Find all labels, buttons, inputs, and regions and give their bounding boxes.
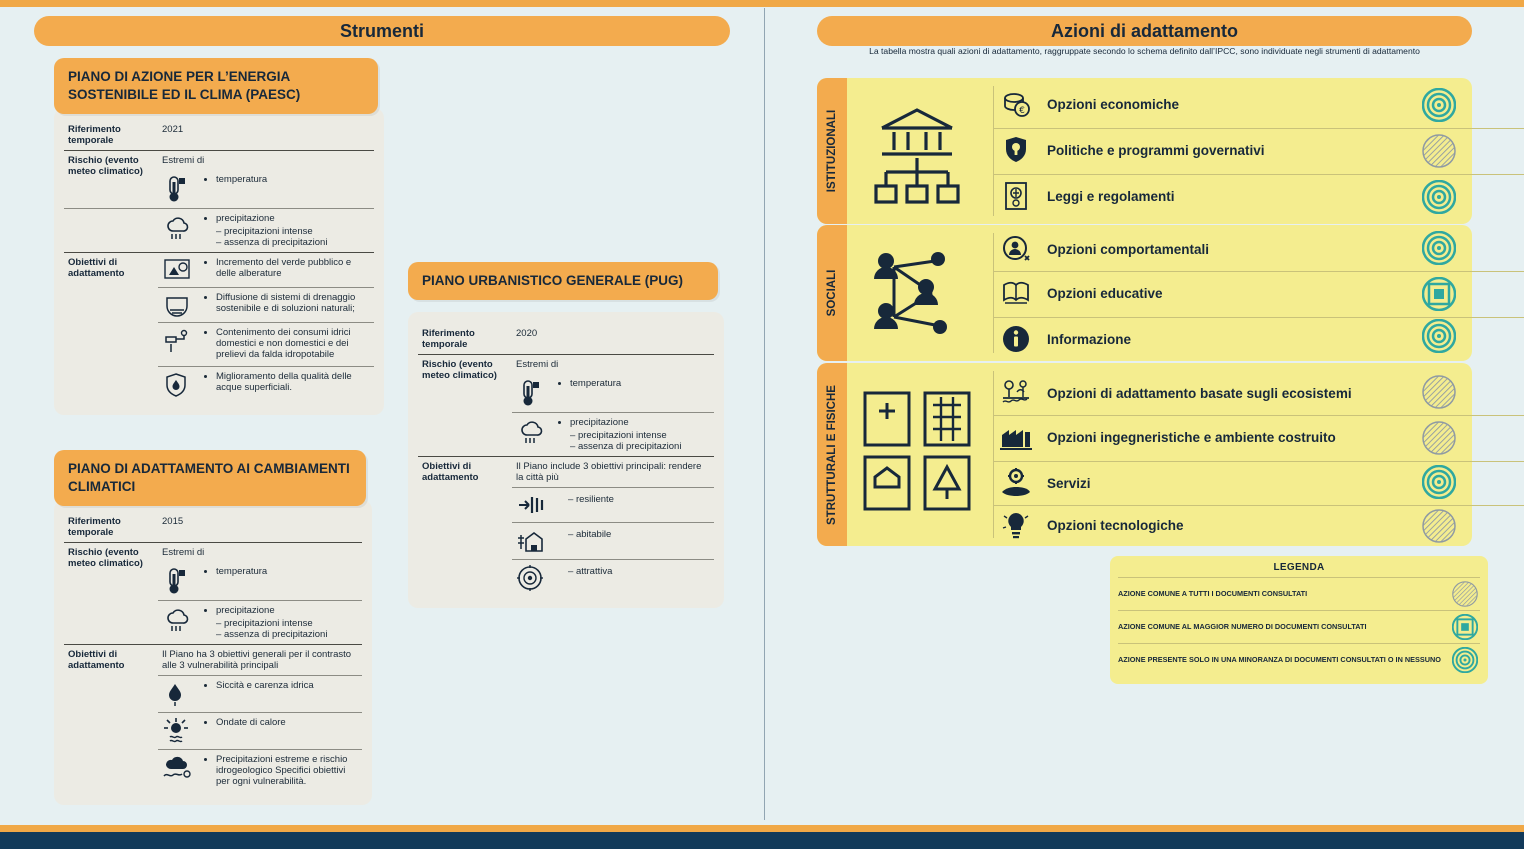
badge-hatch-icon <box>1422 509 1456 543</box>
legend-item-label: AZIONE COMUNE AL MAGGIOR NUMERO DI DOCUMENTI CONSULTATI <box>1118 622 1367 631</box>
label-obiettivi: Obiettivi di adattamento <box>422 461 479 483</box>
legend-item-0 <box>1118 577 1480 610</box>
attractive-target-icon <box>512 560 554 597</box>
label-obiettivi: Obiettivi di adattamento <box>68 649 125 671</box>
rischio-item-1: • precipitazione – precipitazioni intense – assenza di precipitazioni <box>200 601 362 645</box>
group-istituzionali <box>817 78 1472 224</box>
services-hand-icon <box>993 468 1039 498</box>
action-label: Informazione <box>1047 331 1132 347</box>
strumenti-section-title: Strumenti <box>34 16 730 46</box>
badge-rings-icon <box>1422 88 1456 122</box>
badge-hatch-icon <box>1422 134 1456 168</box>
legend-item-label: AZIONE PRESENTE SOLO IN UNA MINORANZA DI DOCUMENTI CONSULTATI O IN NESSUNO <box>1118 655 1441 664</box>
group-istituzionali-side <box>817 78 847 224</box>
livable-house-icon <box>512 523 554 560</box>
group-strutturali-fisiche <box>817 363 1472 546</box>
social-network-icon <box>857 239 977 347</box>
card-pug-title: PIANO URBANISTICO GENERALE (PUG) <box>408 262 718 300</box>
action-label: Opzioni educative <box>1047 285 1163 301</box>
drainage-icon <box>158 288 200 323</box>
park-tree-icon <box>158 253 200 288</box>
label-rischio: Rischio (evento meteo climatico) <box>68 547 143 569</box>
label-obiettivi: Obiettivi di adattamento <box>68 257 125 279</box>
obiettivo-0: • Incremento del verde pubblico e delle alberature <box>200 253 374 288</box>
faucet-icon <box>158 323 200 367</box>
label-riferimento: Riferimento temporale <box>68 516 121 538</box>
obiettivo-1: – abitabile <box>554 523 714 560</box>
information-icon <box>993 324 1039 354</box>
rischio-item-1: • precipitazione – precipitazioni intense – assenza di precipitazioni <box>554 413 714 457</box>
legend-panel <box>1110 556 1488 684</box>
card-piano-adattamento-body <box>54 500 372 805</box>
card-piano-adattamento <box>54 450 372 805</box>
bottom-accent-bar <box>0 825 1524 832</box>
badge-rings-icon <box>1422 465 1456 499</box>
card-paesc-table <box>64 120 374 403</box>
header-rischio: Estremi di <box>158 543 362 563</box>
behaviour-person-icon <box>993 234 1039 264</box>
action-label: Opzioni economiche <box>1047 96 1180 112</box>
ecosystem-icon <box>993 378 1039 408</box>
badge-hatch-icon <box>1422 421 1456 455</box>
action-label: Servizi <box>1047 475 1091 491</box>
action-label: Opzioni comportamentali <box>1047 241 1210 257</box>
institution-hierarchy-icon <box>857 96 977 208</box>
azioni-section-title: Azioni di adattamento <box>817 16 1472 46</box>
rain-cloud-icon <box>158 601 200 645</box>
badge-square-rings-icon <box>1422 277 1456 311</box>
obiettivo-2: – attrattiva <box>554 560 714 597</box>
value-riferimento: 2020 <box>516 328 538 339</box>
education-book-icon <box>993 279 1039 307</box>
action-label: Opzioni tecnologiche <box>1047 517 1184 533</box>
svg-text:€: € <box>1019 106 1025 116</box>
header-rischio: Estremi di <box>158 151 374 171</box>
engineering-icon <box>993 423 1039 451</box>
hatch-icon <box>1450 581 1480 607</box>
card-paesc <box>54 58 384 415</box>
action-label: Opzioni di adattamento basate sugli ecosistemi <box>1047 385 1352 401</box>
legend-item-label: AZIONE COMUNE A TUTTI I DOCUMENTI CONSULTATI <box>1118 589 1308 598</box>
card-pug-table <box>418 324 714 596</box>
water-shield-icon <box>158 367 200 404</box>
badge-rings-icon <box>1422 319 1456 353</box>
obiettivo-0: – resiliente <box>554 488 714 523</box>
action-label: Opzioni ingegneristiche e ambiente costruito <box>1047 429 1336 445</box>
value-riferimento: 2015 <box>162 516 184 527</box>
card-paesc-body <box>54 108 384 415</box>
badge-hatch-icon <box>1422 375 1456 409</box>
label-riferimento: Riferimento temporale <box>422 328 475 350</box>
card-pug-body <box>408 312 724 608</box>
shield-policy-icon <box>993 135 1039 165</box>
rings-icon <box>1450 647 1480 673</box>
legend-item-2 <box>1118 643 1480 676</box>
label-rischio: Rischio (evento meteo climatico) <box>422 359 497 381</box>
resilience-arrow-icon <box>512 488 554 523</box>
card-piano-adattamento-table <box>64 512 362 793</box>
rischio-item-1: • precipitazione – precipitazioni intense – assenza di precipitazioni <box>200 209 374 253</box>
buildings-grid-icon <box>857 387 977 517</box>
group-sociali-label: SOCIALI <box>826 269 838 317</box>
obiettivo-0: • Siccità e carenza idrica <box>200 676 362 713</box>
obiettivo-1: • Diffusione di sistemi di drenaggio sostenibile e di soluzioni naturali; <box>200 288 374 323</box>
obiettivo-2: • Precipitazioni estreme e rischio idrogeologico Specifici obiettivi per ogni vulnerabilità. <box>200 750 362 794</box>
label-riferimento: Riferimento temporale <box>68 124 121 146</box>
square-rings-icon <box>1450 614 1480 640</box>
azioni-section-subtitle: La tabella mostra quali azioni di adattamento, raggruppate secondo lo schema definito dall’IPCC, sono individuate negli strumenti di adattamento <box>869 46 1420 56</box>
top-accent-bar <box>0 0 1524 7</box>
rischio-item-0: • temperatura <box>200 562 362 601</box>
rain-cloud-icon <box>158 209 200 253</box>
obiettivi-intro: Il Piano include 3 obiettivi principali: rendere la città più <box>512 457 714 488</box>
law-document-icon <box>993 181 1039 211</box>
badge-rings-icon <box>1422 231 1456 265</box>
thermometer-icon <box>158 562 200 601</box>
legend-item-1 <box>1118 610 1480 643</box>
group-sociali <box>817 225 1472 361</box>
obiettivi-intro: Il Piano ha 3 obiettivi generali per il contrasto alle 3 vulnerabilità principali <box>158 645 362 676</box>
obiettivo-2: • Contenimento dei consumi idrici domestici e non domestici e dei prelievi da falda idropotabile <box>200 323 374 367</box>
rischio-item-0: • temperatura <box>200 170 374 209</box>
legend-title: LEGENDA <box>1273 562 1325 573</box>
obiettivo-1: • Ondate di calore <box>200 713 362 750</box>
rischio-item-0: • temperatura <box>554 374 714 413</box>
group-strutturali-side <box>817 363 847 546</box>
group-strutturali-label: STRUTTURALI E FISICHE <box>826 384 838 525</box>
drought-drop-icon <box>158 676 200 713</box>
card-pug <box>408 262 724 608</box>
heatwave-icon <box>158 713 200 750</box>
technology-bulb-icon <box>993 510 1039 540</box>
column-divider <box>764 8 765 820</box>
value-riferimento: 2021 <box>162 124 184 135</box>
card-paesc-title: PIANO DI AZIONE PER L’ENERGIA SOSTENIBILE ED IL CLIMA (PAESC) <box>54 58 378 114</box>
bottom-dark-bar <box>0 832 1524 849</box>
obiettivo-3: • Miglioramento della qualità delle acque superficiali. <box>200 367 374 404</box>
group-istituzionali-label: ISTITUZIONALI <box>826 109 838 193</box>
card-piano-adattamento-title: PIANO DI ADATTAMENTO AI CAMBIAMENTI CLIMATICI <box>54 450 366 506</box>
flood-hydro-icon <box>158 750 200 794</box>
money-euro-icon <box>993 89 1039 119</box>
action-label: Leggi e regolamenti <box>1047 188 1175 204</box>
action-label: Politiche e programmi governativi <box>1047 142 1265 158</box>
thermometer-icon <box>158 170 200 209</box>
label-rischio: Rischio (evento meteo climatico) <box>68 155 143 177</box>
rain-cloud-icon <box>512 413 554 457</box>
header-rischio: Estremi di <box>512 355 714 375</box>
badge-rings-icon <box>1422 180 1456 214</box>
group-sociali-side <box>817 225 847 361</box>
thermometer-icon <box>512 374 554 413</box>
